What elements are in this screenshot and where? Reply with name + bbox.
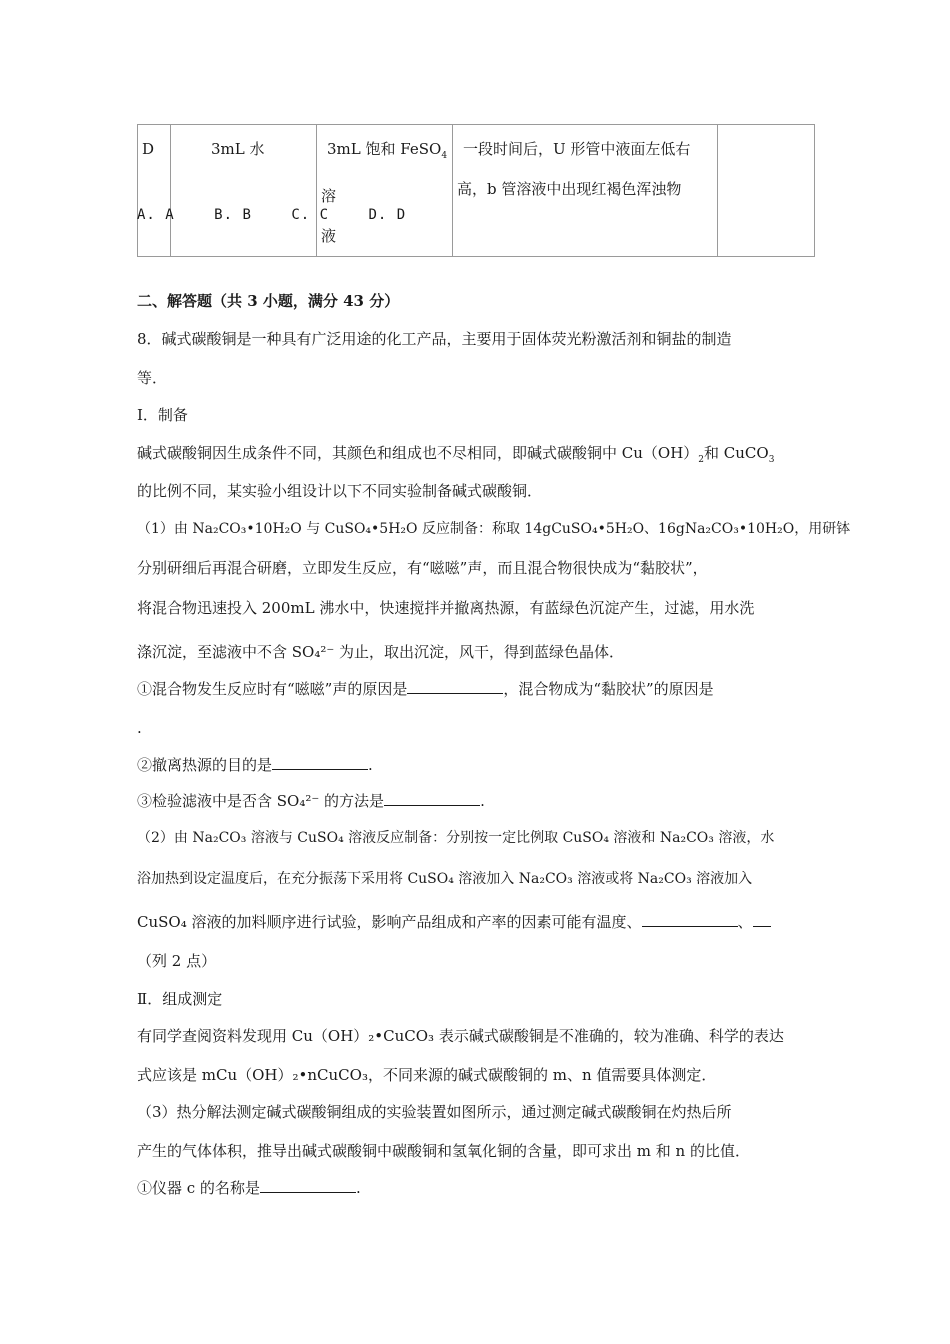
phenomenon-line1: 一段时间后，U 形管中液面左低右 [463,140,691,158]
q1-line3: 将混合物迅速投入 200mL 沸水中，快速搅拌并撤离热源，有蓝绿色沉淀产生，过滤，用水洗 [137,599,755,617]
q1-sub2 [137,755,817,775]
q3-sub1-a: ①仪器 c 的名称是 [137,1179,260,1197]
q2-line3 [137,912,817,932]
answer-blank-6[interactable] [260,1178,356,1193]
q2-line4: （列 2 点） [137,952,217,970]
answer-blank-3[interactable] [384,791,480,806]
q8-line2: 等． [137,369,168,387]
q1-line4: 涤沉淀，至滤液中不含 SO₄²⁻ 为止，取出沉淀，风干，得到蓝绿色晶体． [137,643,625,661]
q1-sub1-a: ①混合物发生反应时有“嗞嗞”声的原因是 [137,680,408,698]
p2-line2: 式应该是 mCu（OH）₂•nCuCO₃，不同来源的碱式碳酸铜的 m、n 值需要具体测定． [137,1066,717,1084]
answer-blank-4[interactable] [642,912,738,927]
choice-c[interactable]: C. C [291,207,330,223]
q1-sub3-b: . [480,792,485,810]
q1-sub3-a: ③检验滤液中是否含 SO₄²⁻ 的方法是 [137,792,385,810]
p2-line1: 有同学查阅资料发现用 Cu（OH）₂•CuCO₃ 表示碱式碳酸铜是不准确的，较为准确、科学的表达 [137,1027,784,1045]
q2-line1: （2）由 Na₂CO₃ 溶液与 CuSO₄ 溶液反应制备：分别按一定比例取 CuSO₄ 溶液和 Na₂CO₃ 溶液，水 [137,830,775,846]
q3-sub1-b: . [355,1179,361,1197]
section-title: 二、解答题（共 3 小题，满分 43 分） [137,292,400,310]
table-row [138,125,815,257]
q8-line3-sub: 2 [698,455,705,465]
answer-blank-2[interactable] [272,755,368,770]
q3-sub1 [137,1178,817,1198]
cell-reagent-b-text [321,140,447,205]
q2-line3-a: CuSO₄ 溶液的加料顺序进行试验，影响产品组成和产率的因素可能有温度、 [137,913,642,931]
reagent-b-sub: 4 [441,151,448,161]
choice-b[interactable]: B. B [214,207,252,223]
answer-blank-1[interactable] [407,679,503,694]
q1-sub1-end: . [137,719,142,737]
row-label: D [138,125,171,257]
cell-conclusion [718,125,815,257]
q1-sub2-a: ②撤离热源的目的是 [137,756,273,774]
cell-phenomenon [453,125,718,257]
q8-line4: 的比例不同，某实验小组设计以下不同实验制备碱式碳酸铜． [137,482,543,500]
answer-choices [137,207,436,223]
part1-heading: Ⅰ．制备 [137,406,188,424]
q8-line3-b: 和 CuCO [704,444,769,462]
phenomenon-line2: 高，b 管溶液中出现红褐色浑浊物 [457,180,682,198]
reagent-b-part2: 溶 [321,187,337,205]
reagent-b-part3: 液 [321,227,337,245]
choice-d[interactable]: D. D [368,207,407,223]
q8-line3 [137,443,817,470]
answer-blank-5[interactable] [753,912,771,927]
q1-sub2-b: . [368,756,373,774]
q3-line2: 产生的气体体积，推导出碱式碳酸铜中碳酸铜和氢氧化铜的含量，即可求出 m 和 n 的比值． [137,1142,750,1160]
q1-sub3 [137,791,817,811]
q1-line1: （1）由 Na₂CO₃•10H₂O 与 CuSO₄•5H₂O 反应制备：称取 14gCuSO₄•5H₂O、16gNa₂CO₃•10H₂O，用研钵 [137,521,851,537]
q1-sub1 [137,679,817,699]
q3-line1: （3）热分解法测定碱式碳酸铜组成的实验装置如图所示，通过测定碱式碳酸铜在灼热后所 [137,1103,732,1121]
reagent-b-part1: 3mL 饱和 FeSO [327,140,442,158]
q2-line3-b: 、 [737,913,753,931]
q1-line2: 分别研细后再混合研磨，立即发生反应，有“嗞嗞”声，而且混合物很快成为“黏胶状”， [137,559,708,577]
choice-a[interactable]: A. A [137,207,175,223]
cell-reagent-a [171,125,317,257]
cell-reagent-a-text: 3mL 水 [211,140,265,158]
q8-line3-a: 碱式碳酸铜因生成条件不同，其颜色和组成也不尽相同，即碱式碳酸铜中 Cu（OH） [137,444,699,462]
q8-line1: 8．碱式碳酸铜是一种具有广泛用途的化工产品，主要用于固体荧光粉激活剂和铜盐的制造 [137,330,732,348]
q2-line2: 浴加热到设定温度后，在充分振荡下采用将 CuSO₄ 溶液加入 Na₂CO₃ 溶液或将 Na₂CO₃ 溶液加入 [137,871,753,887]
cell-reagent-b [317,125,453,257]
options-table [137,124,815,257]
q8-line3-sub2: 3 [768,455,775,465]
part2-heading: Ⅱ．组成测定 [137,990,223,1008]
q1-sub1-b: ，混合物成为“黏胶状”的原因是 [503,680,714,698]
